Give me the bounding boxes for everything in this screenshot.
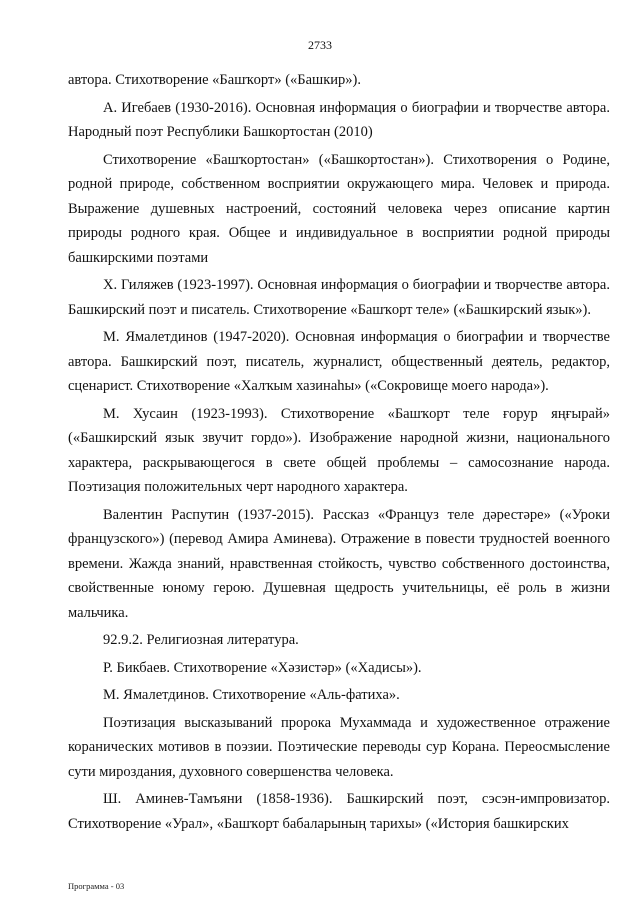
paragraph: Х. Гиляжев (1923-1997). Основная информация о биографии и творчестве автора. Башкирский поэт и писатель. Стихотворение «Башҡорт теле» («Башкирский язык»). bbox=[68, 277, 610, 318]
paragraph: автора. Стихотворение «Башҡорт» («Башкир»). bbox=[68, 72, 361, 88]
paragraph: Р. Бикбаев. Стихотворение «Хәзистәр» («Хадисы»). bbox=[103, 659, 422, 676]
paragraph: М. Ямалетдинов (1947-2020). Основная информация о биографии и творчестве автора. Башкирский поэт, писатель, журналист, общественный деятель, редактор, сценарист. Стихотворение «Халҡым хазинаһы» («Сокровище моего народа»). bbox=[68, 329, 610, 394]
paragraph: Ш. Аминев-Тамъяни (1858-1936). Башкирский поэт, сэсэн-импровизатор. Стихотворение «Урал», «Башҡорт бабаларының тарихы» («История башкирских bbox=[68, 791, 610, 832]
paragraph: М. Ямалетдинов. Стихотворение «Аль-фатиха». bbox=[103, 687, 400, 703]
page-number: 2733 bbox=[308, 38, 332, 52]
paragraph: Валентин Распутин (1937-2015). Рассказ «Француз теле дәрестәре» («Уроки французского») (перевод Амира Аминева). Отражение в повести трудностей военного времени. Жажда знаний, нравственная стойкость, чувство собственного достоинства, свойственные юному герою. Душевная щедрость учительницы, её роль в жизни мальчика. bbox=[68, 506, 610, 621]
paragraph: М. Хусаин (1923-1993). Стихотворение «Башҡорт теле ғорур яңғырай» («Башкирский язык звучит гордо»). Изображение народной жизни, национального характера, раскрывающегося в свете общей проблемы – самосознание народа. Поэтизация положительных черт народного характера. bbox=[68, 405, 610, 495]
section-heading: 92.9.2. Религиозная литература. bbox=[103, 632, 299, 648]
document-body bbox=[68, 68, 610, 836]
paragraph: Стихотворение «Башҡортостан» («Башкортостан»). Стихотворения о Родине, родной природе, собственном восприятии окружающего мира. Человек и природа. Выражение душевных настроений, состояний человека через описание картин природы родного края. Общее и индивидуальное в восприятии родной природы башкирскими поэтами bbox=[68, 151, 610, 266]
paragraph: А. Игебаев (1930-2016). Основная информация о биографии и творчестве автора. Народный поэт Республики Башкортостан (2010) bbox=[68, 99, 610, 140]
footer-label: Программа - 03 bbox=[68, 881, 125, 891]
paragraph: Поэтизация высказываний пророка Мухаммада и художественное отражение коранических мотивов в поэзии. Поэтические переводы сур Корана. Переосмысление сути мироздания, духовного совершенства человека. bbox=[68, 714, 610, 780]
